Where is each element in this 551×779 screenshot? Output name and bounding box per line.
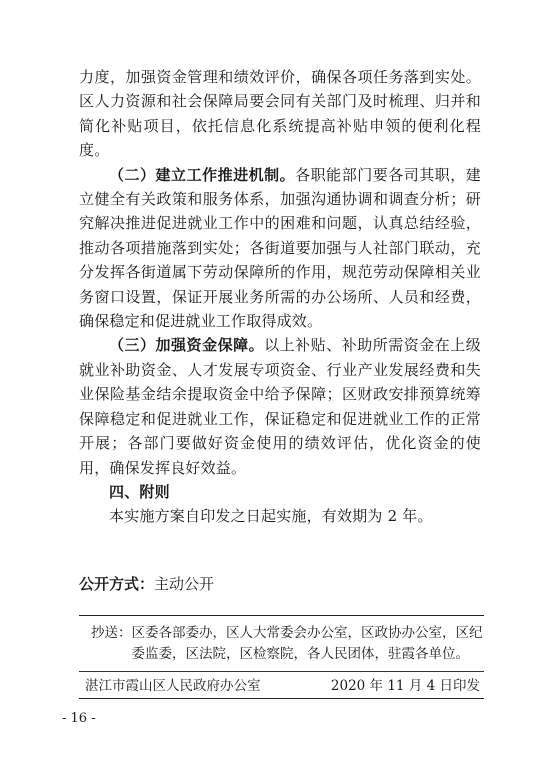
footer-bottom-rule (79, 698, 484, 699)
section-2-heading: （二）建立工作推进机制。 (109, 165, 296, 184)
footer-box (79, 615, 484, 699)
cc-list: 区委各部委办，区人大常委会办公室，区政协办公室，区纪委监委，区法院，区检察院，各人民团体，驻霞各单位。 (131, 625, 483, 662)
disclosure-line (79, 573, 214, 594)
paragraph-1: 力度，加强资金管理和绩效评价，确保各项任务落到实处。区人力资源和社会保障局要会同有关部门及时梳理、归并和简化补贴项目，依托信息化系统提高补贴申领的便利化程度。 (79, 68, 481, 160)
issuer-office: 湛江市霞山区人民政府办公室 (85, 678, 261, 694)
paragraph-4: 本实施方案自印发之日起实施，有效期为 2 年。 (109, 507, 433, 526)
section-3-heading: （三）加强资金保障。 (109, 336, 265, 355)
page-number: - 16 - (62, 711, 96, 726)
paragraph-3 (79, 333, 481, 479)
section-4-heading: 四、附则 (109, 482, 170, 501)
section-3-body: 以上补贴、补助所需资金在上级就业补助资金、人才发展专项资金、行业产业发展经费和失业保险基金结余提取资金中给予保障；区财政安排预算统筹保障稳定和促进就业工作，保证稳定和促进就业工作的正常开展；各部门要做好资金使用的绩效评估，优化资金的使用，确保发挥良好效益。 (79, 336, 481, 477)
section-2-body: 各职能部门要各司其职，建立健全有关政策和服务体系，加强沟通协调和调查分析；研究解决推进促进就业工作中的困难和问题，认真总结经验，推动各项措施落到实处；各街道要加强与人社部门联动，充分发挥各街道属下劳动保障所的作用，规范劳动保障相关业务窗口设置，保证开展业务所需的办公场所、人员和经费，确保稳定和促进就业工作取得成效。 (79, 165, 481, 331)
paragraph-2 (79, 163, 481, 334)
cc-label: 抄送： (91, 625, 132, 641)
disclosure-label: 公开方式： (79, 575, 155, 593)
disclosure-value: 主动公开 (154, 575, 215, 593)
issue-date: 2020 年 11 月 4 日印发 (330, 678, 480, 694)
issuer-row (79, 672, 484, 698)
body-text (79, 65, 481, 529)
cc-section (79, 616, 484, 671)
